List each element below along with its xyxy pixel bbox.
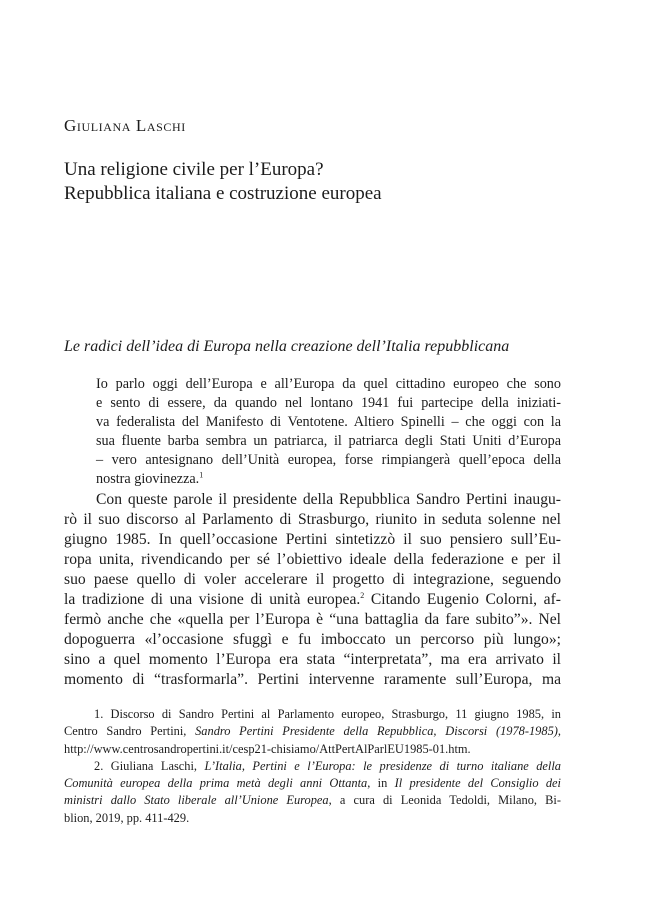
footnote-text: , a cura di Leonida Tedoldi, Milano, Bi- — [328, 793, 562, 808]
quote-line — [96, 470, 561, 489]
body-line: dopoguerra «l’occasione sfuggì e fu imboccato un percorso più lungo»; — [64, 631, 561, 648]
footnote-text: , in — [367, 776, 395, 791]
body-line: suo paese quello di voler accelerare il progetto di integrazione, seguendo — [64, 571, 561, 588]
title-line-1: Una religione civile per l’Europa? — [64, 159, 324, 180]
body-line: sino a quel momento l’Europa era stata “interpretata”, ma era arrivato il — [64, 651, 561, 668]
body-line-text: Citando Eugenio Colorni, af- — [364, 591, 561, 608]
footnote-2-line — [64, 792, 561, 809]
footnote-2-line — [64, 775, 561, 792]
author-name: Giuliana Laschi — [64, 116, 186, 135]
section-heading: Le radici dell’idea di Europa nella creazione dell’Italia repubblicana — [64, 338, 510, 355]
footnote-1-line — [64, 723, 561, 740]
body-line: rò il suo discorso al Parlamento di Strasburgo, riunito in seduta solenne nel — [64, 511, 561, 528]
title-line-2: Repubblica italiana e costruzione europea — [64, 183, 382, 204]
footnote-text: Centro Sandro Pertini, — [64, 724, 196, 739]
footnote-text: , — [557, 724, 561, 739]
footnote-source-title: ministri dallo Stato liberale all’Unione Europea — [64, 793, 329, 808]
chapter-title — [64, 158, 382, 206]
body-paragraph — [64, 490, 561, 690]
block-quote — [96, 375, 561, 489]
footnote-source-title: L’Italia, Pertini e l’Europa: le presidenze di turno italiane della — [204, 758, 561, 773]
quote-line: – vero antesignano dell’Unità europea, forse rimpiangerà quell’epoca della — [96, 452, 561, 468]
footnote-source-title: Il presidente del Consiglio dei — [394, 776, 561, 791]
body-line: fermò anche che «quella per l’Europa è “una battaglia da fare subito”». Nel — [64, 611, 561, 628]
footnotes — [64, 706, 561, 827]
quote-line: sua fluente barba sembra un patriarca, il patriarca degli Stati Uniti d’Europa — [96, 433, 561, 449]
body-line: momento di “trasformarla”. Pertini intervenne raramente sull’Europa, ma — [64, 671, 561, 688]
footnote-ref-2[interactable]: 2 — [360, 590, 365, 600]
quote-line: Io parlo oggi dell’Europa e all’Europa da quel cittadino europeo che sono — [96, 376, 561, 392]
footnote-2-line — [64, 758, 561, 775]
quote-line-text: nostra giovinezza. — [96, 471, 200, 487]
body-line — [64, 590, 561, 610]
quote-line: e sento di essere, da quando nel lontano 1941 fui partecipe della iniziati- — [96, 395, 561, 411]
body-line: Con queste parole il presidente della Repubblica Sandro Pertini inaugu- — [96, 491, 561, 508]
body-line-text: la tradizione di una visione di unità europea. — [64, 591, 361, 608]
body-line: ropa unita, rivendicando per sé l’obiettivo ideale della federazione e per il — [64, 551, 561, 568]
footnote-1-line: 1. Discorso di Sandro Pertini al Parlamento europeo, Strasburgo, 11 giugno 1985, in — [94, 707, 561, 721]
footnote-source-title: Sandro Pertini Presidente della Repubblica, Discorsi (1978-1985) — [195, 724, 558, 739]
footnote-1-url[interactable]: http://www.centrosandropertini.it/cesp21-chisiamo/AttPertAlParlEU1985-01.htm. — [64, 741, 471, 756]
footnote-ref-1[interactable]: 1 — [199, 470, 204, 480]
quote-line: va federalista del Manifesto di Ventotene. Altiero Spinelli – che oggi con la — [96, 414, 561, 430]
footnote-source-title: Comunità europea della prima metà degli anni Ottanta — [64, 776, 368, 791]
body-line: giugno 1985. In quell’occasione Pertini sintetizzò il suo pensiero sull’Eu- — [64, 531, 561, 548]
footnote-2-line: blion, 2019, pp. 411-429. — [64, 810, 190, 825]
footnote-text: 2. Giuliana Laschi, — [94, 758, 205, 773]
